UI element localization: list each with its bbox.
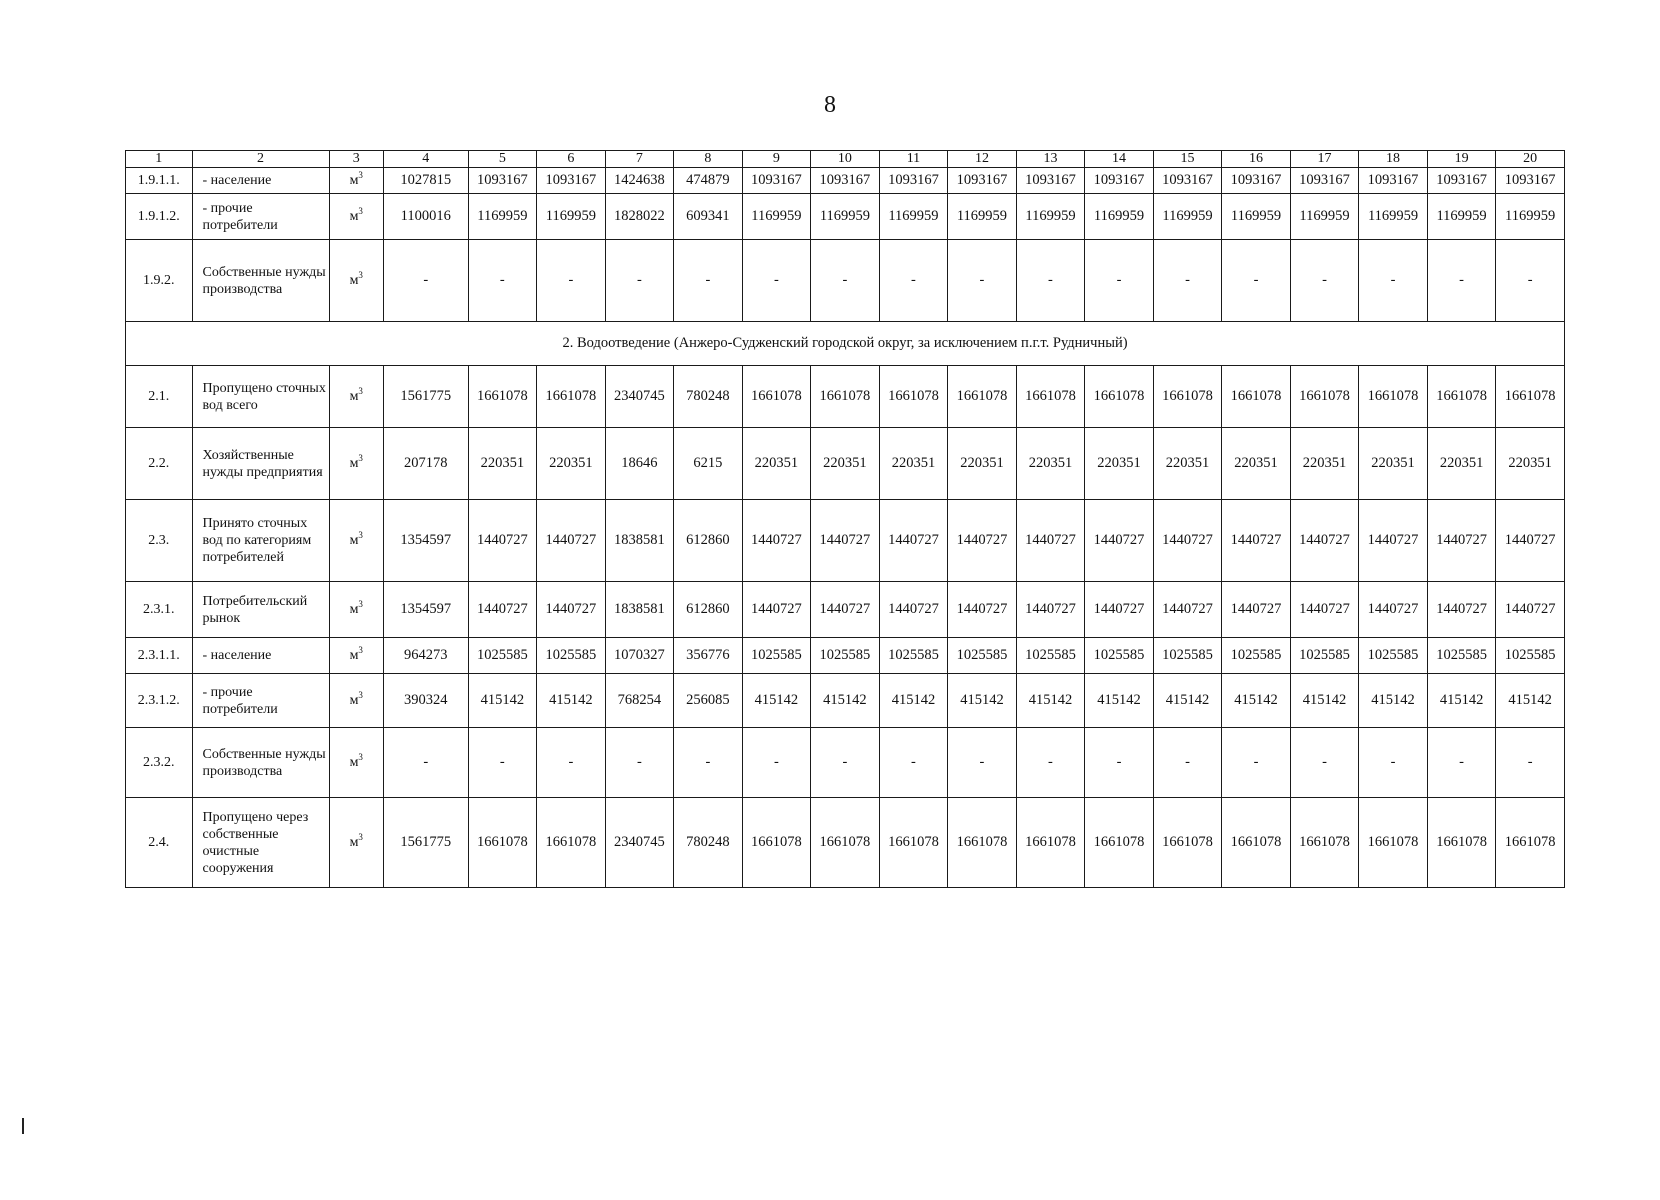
value-cell: 1440727 (1085, 500, 1154, 582)
value-cell: 415142 (1153, 674, 1222, 728)
value-cell: - (1496, 728, 1565, 798)
value-cell: 1661078 (811, 366, 880, 428)
value-cell: - (811, 240, 880, 322)
value-cell: - (674, 728, 743, 798)
row-name: Пропущено сточных вод всего (192, 366, 329, 428)
value-cell: 1561775 (383, 366, 468, 428)
value-cell: 780248 (674, 798, 743, 888)
value-cell: 1440727 (1427, 500, 1496, 582)
value-cell: 1440727 (811, 500, 880, 582)
value-cell: 1169959 (1427, 194, 1496, 240)
value-cell: 2340745 (605, 798, 674, 888)
value-cell: 220351 (1427, 428, 1496, 500)
value-cell: 1093167 (742, 168, 811, 194)
table-row (126, 638, 1565, 674)
value-cell: 220351 (468, 428, 537, 500)
value-cell: 1093167 (537, 168, 606, 194)
value-cell: 1661078 (468, 798, 537, 888)
value-cell: 1025585 (742, 638, 811, 674)
row-unit (329, 168, 383, 194)
column-number-row (126, 151, 1565, 168)
value-cell: 1093167 (1222, 168, 1291, 194)
value-cell: 1440727 (537, 582, 606, 638)
value-cell: 1440727 (1222, 500, 1291, 582)
value-cell: 415142 (1359, 674, 1428, 728)
value-cell: 1661078 (1222, 366, 1291, 428)
value-cell: 1440727 (1016, 582, 1085, 638)
value-cell: 1440727 (742, 500, 811, 582)
value-cell: 415142 (468, 674, 537, 728)
column-number: 13 (1016, 151, 1085, 168)
value-cell: - (1496, 240, 1565, 322)
value-cell: 415142 (811, 674, 880, 728)
value-cell: 1440727 (948, 500, 1017, 582)
value-cell: 1169959 (948, 194, 1017, 240)
row-unit (329, 240, 383, 322)
value-cell: 1025585 (1359, 638, 1428, 674)
unit-base: м (349, 533, 359, 548)
value-cell: 1025585 (1427, 638, 1496, 674)
value-cell: 1027815 (383, 168, 468, 194)
value-cell: 2340745 (605, 366, 674, 428)
value-cell: 1661078 (811, 798, 880, 888)
value-cell: 1440727 (879, 500, 948, 582)
value-cell: 1440727 (1016, 500, 1085, 582)
value-cell: 780248 (674, 366, 743, 428)
table-row (126, 168, 1565, 194)
value-cell: - (1290, 240, 1359, 322)
unit-base: м (349, 456, 359, 471)
value-cell: 1025585 (948, 638, 1017, 674)
value-cell: 207178 (383, 428, 468, 500)
value-cell: 1169959 (1016, 194, 1085, 240)
section-title: 2. Водоотведение (Анжеро-Судженский городской округ, за исключением п.г.т. Рудничный) (126, 322, 1565, 366)
table-row (126, 582, 1565, 638)
unit-base: м (349, 389, 359, 404)
value-cell: 1093167 (1016, 168, 1085, 194)
value-cell: - (879, 728, 948, 798)
value-cell: - (383, 728, 468, 798)
value-cell: 1661078 (879, 366, 948, 428)
value-cell: 1424638 (605, 168, 674, 194)
value-cell: 415142 (742, 674, 811, 728)
value-cell: - (1016, 728, 1085, 798)
value-cell: 1440727 (1427, 582, 1496, 638)
unit-exponent: 3 (358, 386, 363, 396)
value-cell: 1661078 (468, 366, 537, 428)
value-cell: 220351 (1085, 428, 1154, 500)
row-code: 2.3.1.1. (126, 638, 193, 674)
value-cell: 1025585 (1016, 638, 1085, 674)
value-cell: 256085 (674, 674, 743, 728)
row-unit (329, 728, 383, 798)
value-cell: 1661078 (1427, 366, 1496, 428)
value-cell: 415142 (1085, 674, 1154, 728)
row-name: - население (192, 638, 329, 674)
value-cell: 415142 (948, 674, 1017, 728)
value-cell: - (1153, 240, 1222, 322)
unit-exponent: 3 (358, 832, 363, 842)
value-cell: 1169959 (742, 194, 811, 240)
row-code: 2.3. (126, 500, 193, 582)
value-cell: 415142 (1222, 674, 1291, 728)
table-row (126, 366, 1565, 428)
unit-exponent: 3 (358, 645, 363, 655)
unit-base: м (349, 693, 359, 708)
value-cell: 1661078 (948, 798, 1017, 888)
value-cell: 1440727 (1359, 582, 1428, 638)
value-cell: 612860 (674, 500, 743, 582)
section-row (126, 322, 1565, 366)
row-unit (329, 582, 383, 638)
value-cell: 1093167 (1427, 168, 1496, 194)
value-cell: 1354597 (383, 500, 468, 582)
table-body (126, 151, 1565, 888)
value-cell: 1100016 (383, 194, 468, 240)
page-number: 8 (824, 92, 836, 118)
value-cell: 964273 (383, 638, 468, 674)
column-number: 18 (1359, 151, 1428, 168)
value-cell: 1661078 (1496, 366, 1565, 428)
table-row (126, 798, 1565, 888)
row-name: Хозяйственные нужды предприятия (192, 428, 329, 500)
value-cell: 609341 (674, 194, 743, 240)
value-cell: - (1427, 728, 1496, 798)
column-number: 9 (742, 151, 811, 168)
table-row (126, 500, 1565, 582)
value-cell: - (1427, 240, 1496, 322)
unit-base: м (349, 648, 359, 663)
column-number: 6 (537, 151, 606, 168)
column-number: 1 (126, 151, 193, 168)
value-cell: - (879, 240, 948, 322)
value-cell: 220351 (1222, 428, 1291, 500)
unit-base: м (349, 755, 359, 770)
row-name: Принято сточных вод по категориям потребителей (192, 500, 329, 582)
value-cell: 1093167 (879, 168, 948, 194)
value-cell: 1440727 (1359, 500, 1428, 582)
row-name: - прочие потребители (192, 674, 329, 728)
value-cell: 415142 (537, 674, 606, 728)
row-code: 2.4. (126, 798, 193, 888)
row-code: 2.1. (126, 366, 193, 428)
value-cell: 1661078 (1496, 798, 1565, 888)
value-cell: 1169959 (1359, 194, 1428, 240)
value-cell: 1025585 (1290, 638, 1359, 674)
column-number: 7 (605, 151, 674, 168)
value-cell: 415142 (1427, 674, 1496, 728)
value-cell: 1093167 (1290, 168, 1359, 194)
unit-exponent: 3 (358, 690, 363, 700)
value-cell: 1661078 (1085, 366, 1154, 428)
value-cell: 1025585 (537, 638, 606, 674)
unit-exponent: 3 (358, 530, 363, 540)
value-cell: 1440727 (742, 582, 811, 638)
value-cell: - (742, 240, 811, 322)
value-cell: - (1222, 240, 1291, 322)
unit-exponent: 3 (358, 170, 363, 180)
value-cell: 1093167 (1496, 168, 1565, 194)
value-cell: 1661078 (1359, 366, 1428, 428)
unit-exponent: 3 (358, 206, 363, 216)
row-name: Пропущено через собственные очистные сооружения (192, 798, 329, 888)
value-cell: 220351 (742, 428, 811, 500)
row-code: 1.9.2. (126, 240, 193, 322)
row-unit (329, 500, 383, 582)
row-unit (329, 194, 383, 240)
value-cell: - (742, 728, 811, 798)
row-unit (329, 366, 383, 428)
table-row (126, 674, 1565, 728)
column-number: 15 (1153, 151, 1222, 168)
unit-base: м (349, 173, 359, 188)
value-cell: - (1222, 728, 1291, 798)
value-cell: - (468, 240, 537, 322)
row-code: 1.9.1.2. (126, 194, 193, 240)
unit-base: м (349, 209, 359, 224)
row-code: 2.3.1. (126, 582, 193, 638)
column-number: 5 (468, 151, 537, 168)
column-number: 17 (1290, 151, 1359, 168)
value-cell: 1093167 (1085, 168, 1154, 194)
value-cell: 415142 (1496, 674, 1565, 728)
unit-exponent: 3 (358, 453, 363, 463)
value-cell: 1838581 (605, 582, 674, 638)
column-number: 8 (674, 151, 743, 168)
value-cell: 1440727 (1290, 500, 1359, 582)
value-cell: 1093167 (811, 168, 880, 194)
value-cell: 612860 (674, 582, 743, 638)
value-cell: 220351 (1290, 428, 1359, 500)
row-code: 2.2. (126, 428, 193, 500)
value-cell: 1093167 (1153, 168, 1222, 194)
value-cell: 1169959 (1153, 194, 1222, 240)
value-cell: 1828022 (605, 194, 674, 240)
value-cell: 1661078 (1153, 798, 1222, 888)
value-cell: 220351 (811, 428, 880, 500)
value-cell: 768254 (605, 674, 674, 728)
value-cell: - (1359, 728, 1428, 798)
column-number: 19 (1427, 151, 1496, 168)
value-cell: 18646 (605, 428, 674, 500)
value-cell: 220351 (948, 428, 1017, 500)
value-cell: 415142 (1016, 674, 1085, 728)
value-cell: 1661078 (1016, 366, 1085, 428)
value-cell: 1025585 (811, 638, 880, 674)
value-cell: 1169959 (468, 194, 537, 240)
value-cell: 1661078 (742, 798, 811, 888)
value-cell: 220351 (879, 428, 948, 500)
value-cell: 1093167 (948, 168, 1017, 194)
value-cell: 220351 (1153, 428, 1222, 500)
value-cell: 220351 (1016, 428, 1085, 500)
value-cell: 1661078 (879, 798, 948, 888)
value-cell: 1440727 (948, 582, 1017, 638)
margin-mark (22, 1118, 24, 1134)
value-cell: 1354597 (383, 582, 468, 638)
value-cell: - (537, 728, 606, 798)
data-table (125, 150, 1565, 888)
value-cell: 1440727 (1290, 582, 1359, 638)
value-cell: 1661078 (1222, 798, 1291, 888)
value-cell: 1025585 (879, 638, 948, 674)
column-number: 3 (329, 151, 383, 168)
table-row (126, 194, 1565, 240)
column-number: 10 (811, 151, 880, 168)
value-cell: 1169959 (811, 194, 880, 240)
row-unit (329, 798, 383, 888)
row-name: Собственные нужды производства (192, 240, 329, 322)
value-cell: 1661078 (948, 366, 1017, 428)
unit-base: м (349, 835, 359, 850)
value-cell: 1169959 (1290, 194, 1359, 240)
column-number: 2 (192, 151, 329, 168)
value-cell: - (383, 240, 468, 322)
value-cell: 1169959 (537, 194, 606, 240)
value-cell: 1661078 (1359, 798, 1428, 888)
value-cell: 474879 (674, 168, 743, 194)
row-name: Собственные нужды производства (192, 728, 329, 798)
value-cell: 220351 (537, 428, 606, 500)
value-cell: 1661078 (537, 366, 606, 428)
value-cell: 1440727 (468, 582, 537, 638)
table-row (126, 728, 1565, 798)
value-cell: 1440727 (1222, 582, 1291, 638)
value-cell: 1661078 (1427, 798, 1496, 888)
value-cell: 1440727 (1496, 500, 1565, 582)
value-cell: 1661078 (1016, 798, 1085, 888)
column-number: 4 (383, 151, 468, 168)
value-cell: - (1016, 240, 1085, 322)
value-cell: 1169959 (1085, 194, 1154, 240)
value-cell: 1661078 (1153, 366, 1222, 428)
value-cell: 415142 (879, 674, 948, 728)
value-cell: - (948, 728, 1017, 798)
value-cell: 1440727 (879, 582, 948, 638)
value-cell: 1440727 (468, 500, 537, 582)
unit-base: м (349, 273, 359, 288)
value-cell: 220351 (1496, 428, 1565, 500)
row-name: - прочие потребители (192, 194, 329, 240)
value-cell: 1561775 (383, 798, 468, 888)
value-cell: - (468, 728, 537, 798)
column-number: 14 (1085, 151, 1154, 168)
unit-exponent: 3 (358, 599, 363, 609)
value-cell: 1440727 (1153, 500, 1222, 582)
value-cell: 1025585 (1085, 638, 1154, 674)
value-cell: - (605, 728, 674, 798)
column-number: 12 (948, 151, 1017, 168)
value-cell: - (1085, 728, 1154, 798)
table-row (126, 428, 1565, 500)
value-cell: - (537, 240, 606, 322)
value-cell: 1440727 (811, 582, 880, 638)
value-cell: 1838581 (605, 500, 674, 582)
row-code: 1.9.1.1. (126, 168, 193, 194)
value-cell: 1440727 (1085, 582, 1154, 638)
value-cell: 6215 (674, 428, 743, 500)
row-code: 2.3.2. (126, 728, 193, 798)
row-code: 2.3.1.2. (126, 674, 193, 728)
value-cell: 390324 (383, 674, 468, 728)
value-cell: - (948, 240, 1017, 322)
value-cell: - (674, 240, 743, 322)
row-unit (329, 674, 383, 728)
unit-exponent: 3 (358, 752, 363, 762)
value-cell: 1661078 (1290, 798, 1359, 888)
value-cell: 1025585 (468, 638, 537, 674)
value-cell: 1093167 (468, 168, 537, 194)
value-cell: - (1153, 728, 1222, 798)
unit-exponent: 3 (358, 270, 363, 280)
column-number: 20 (1496, 151, 1565, 168)
column-number: 11 (879, 151, 948, 168)
value-cell: 1661078 (742, 366, 811, 428)
table-row (126, 240, 1565, 322)
row-unit (329, 638, 383, 674)
value-cell: 1070327 (605, 638, 674, 674)
row-name: - население (192, 168, 329, 194)
value-cell: - (1359, 240, 1428, 322)
column-number: 16 (1222, 151, 1291, 168)
value-cell: 1169959 (879, 194, 948, 240)
value-cell: 1169959 (1222, 194, 1291, 240)
value-cell: 1093167 (1359, 168, 1428, 194)
value-cell: 356776 (674, 638, 743, 674)
value-cell: 1025585 (1496, 638, 1565, 674)
value-cell: 1661078 (1290, 366, 1359, 428)
value-cell: 1025585 (1222, 638, 1291, 674)
value-cell: 1169959 (1496, 194, 1565, 240)
value-cell: - (1290, 728, 1359, 798)
value-cell: 415142 (1290, 674, 1359, 728)
value-cell: 1440727 (537, 500, 606, 582)
value-cell: 1440727 (1496, 582, 1565, 638)
value-cell: 1661078 (537, 798, 606, 888)
row-unit (329, 428, 383, 500)
value-cell: 1440727 (1153, 582, 1222, 638)
unit-base: м (349, 602, 359, 617)
value-cell: 1661078 (1085, 798, 1154, 888)
value-cell: - (811, 728, 880, 798)
value-cell: 220351 (1359, 428, 1428, 500)
value-cell: - (605, 240, 674, 322)
value-cell: - (1085, 240, 1154, 322)
row-name: Потребительский рынок (192, 582, 329, 638)
value-cell: 1025585 (1153, 638, 1222, 674)
